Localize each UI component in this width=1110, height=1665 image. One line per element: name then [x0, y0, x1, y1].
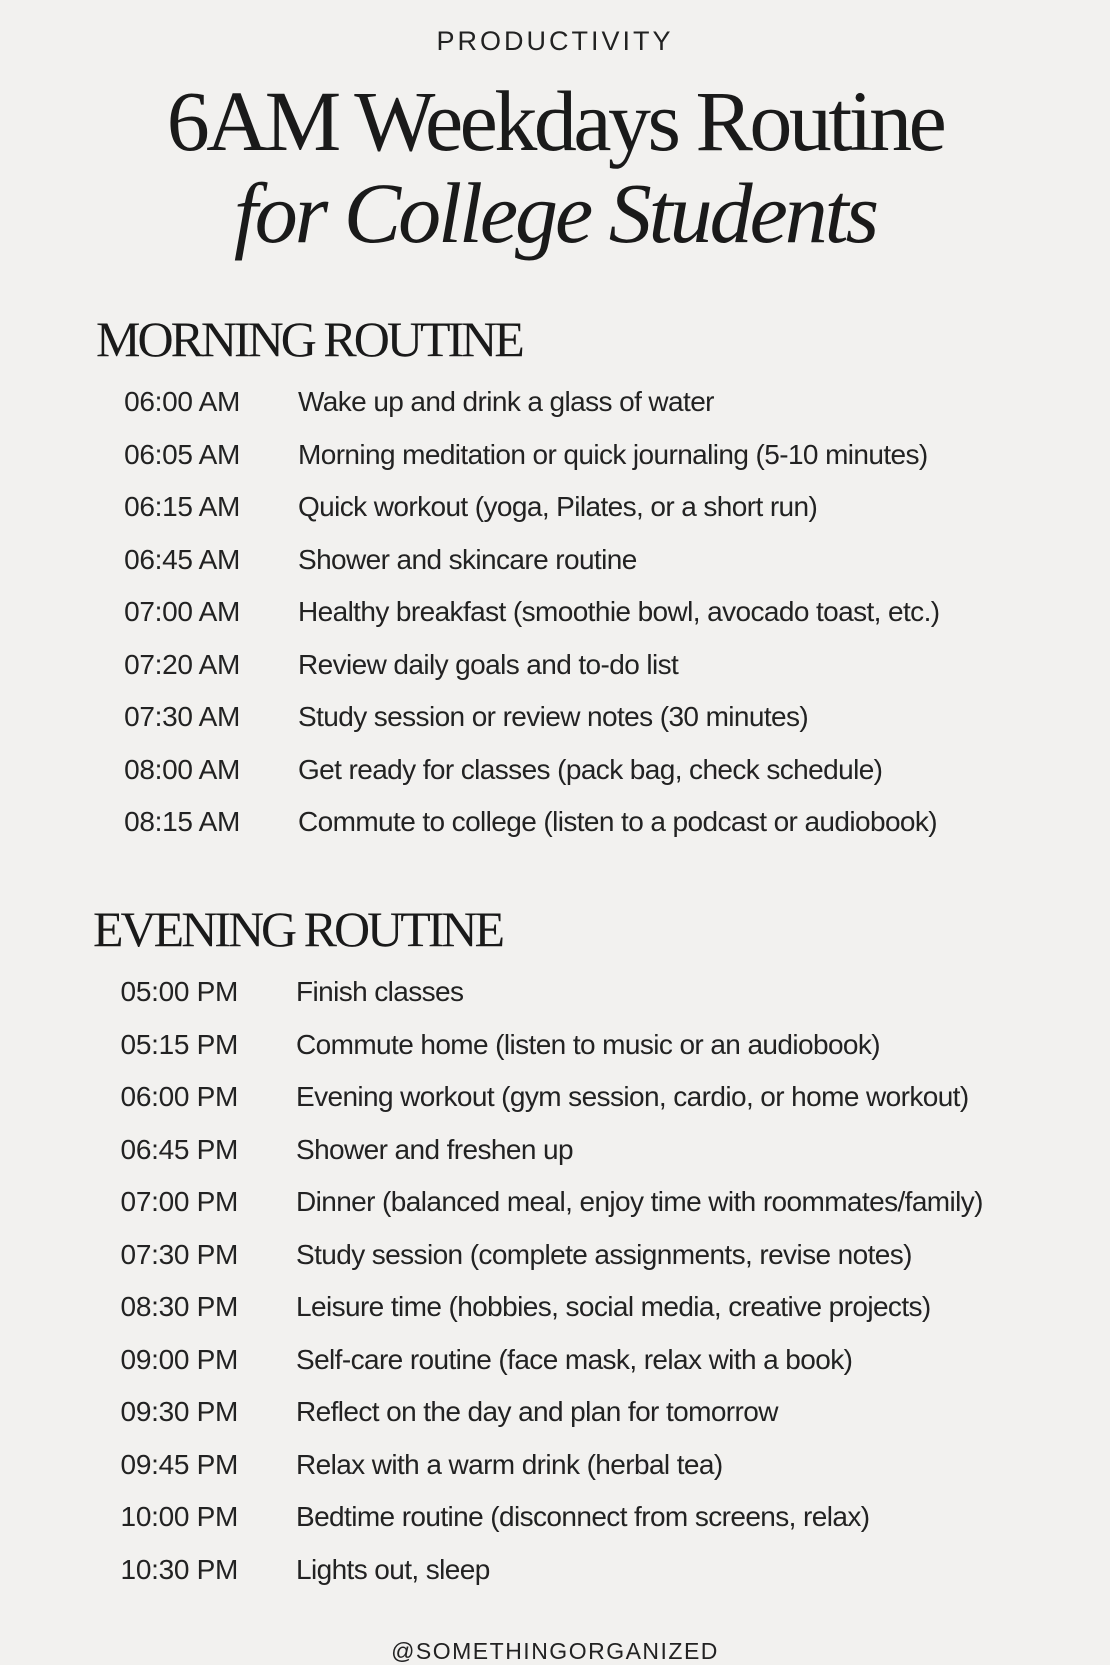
- time-label: 08:15 AM: [124, 806, 240, 837]
- list-item: [88, 1291, 983, 1344]
- list-item: [88, 976, 983, 1029]
- time-label: 07:00 PM: [120, 1186, 238, 1217]
- time-label: 09:00 PM: [120, 1343, 238, 1375]
- time-label: 05:15 PM: [120, 1028, 238, 1060]
- list-item: [88, 1554, 983, 1607]
- task-label: Study session or review notes (30 minutes): [298, 701, 809, 732]
- task-label: Commute home (listen to music or an audiobook): [296, 1028, 881, 1060]
- morning-routine-heading: MORNING ROUTINE: [96, 311, 522, 367]
- task-label: Finish classes: [296, 976, 464, 1007]
- task-label: Bedtime routine (disconnect from screens, relax): [296, 1501, 870, 1532]
- task-label: Dinner (balanced meal, enjoy time with roommates/family): [296, 1186, 983, 1217]
- list-item: [88, 1449, 983, 1502]
- list-item: [90, 596, 940, 649]
- time-label: 10:00 PM: [120, 1501, 238, 1532]
- list-item: [90, 544, 940, 597]
- task-label: Healthy breakfast (smoothie bowl, avocado toast, etc.): [298, 596, 940, 627]
- task-label: Quick workout (yoga, Pilates, or a short run): [298, 491, 818, 522]
- task-label: Review daily goals and to-do list: [298, 648, 679, 680]
- time-label: 06:15 AM: [124, 491, 240, 522]
- time-label: 08:30 PM: [120, 1291, 238, 1322]
- list-item: [90, 701, 940, 754]
- list-item: [90, 439, 940, 492]
- list-item: [88, 1029, 983, 1082]
- task-label: Wake up and drink a glass of water: [298, 386, 714, 417]
- task-label: Commute to college (listen to a podcast or audiobook): [298, 806, 938, 837]
- list-item: [88, 1134, 983, 1187]
- time-label: 07:30 PM: [120, 1238, 238, 1270]
- task-label: Morning meditation or quick journaling (5-10 minutes): [298, 438, 928, 470]
- time-label: 07:20 AM: [124, 648, 240, 680]
- time-label: 10:30 PM: [120, 1553, 238, 1585]
- time-label: 05:00 PM: [120, 976, 238, 1007]
- time-label: 06:05 AM: [124, 438, 240, 470]
- list-item: [90, 806, 940, 859]
- list-item: [88, 1344, 983, 1397]
- task-label: Shower and freshen up: [296, 1133, 573, 1165]
- task-label: Reflect on the day and plan for tomorrow: [296, 1396, 778, 1427]
- social-handle: @SOMETHINGORGANIZED: [391, 1638, 719, 1664]
- time-label: 09:30 PM: [120, 1396, 238, 1427]
- list-item: [88, 1081, 983, 1134]
- time-label: 07:30 AM: [124, 701, 240, 732]
- evening-routine-list: [88, 976, 983, 1606]
- task-label: Evening workout (gym session, cardio, or home workout): [296, 1081, 969, 1112]
- list-item: [90, 649, 940, 702]
- list-item: [88, 1239, 983, 1292]
- time-label: 06:45 AM: [124, 543, 240, 575]
- time-label: 07:00 AM: [124, 596, 240, 627]
- list-item: [88, 1396, 983, 1449]
- time-label: 08:00 AM: [124, 753, 240, 785]
- time-label: 06:00 AM: [124, 386, 240, 417]
- time-label: 06:45 PM: [120, 1133, 238, 1165]
- task-label: Lights out, sleep: [296, 1553, 490, 1585]
- category-label: PRODUCTIVITY: [436, 26, 674, 56]
- task-label: Self-care routine (face mask, relax with a book): [296, 1343, 853, 1375]
- title-line-2: for College Students: [233, 165, 877, 261]
- task-label: Get ready for classes (pack bag, check schedule): [298, 753, 883, 785]
- list-item: [88, 1186, 983, 1239]
- list-item: [90, 491, 940, 544]
- list-item: [90, 386, 940, 439]
- list-item: [90, 754, 940, 807]
- time-label: 09:45 PM: [120, 1448, 238, 1480]
- evening-routine-heading: EVENING ROUTINE: [93, 901, 503, 957]
- task-label: Shower and skincare routine: [298, 543, 637, 575]
- list-item: [88, 1501, 983, 1554]
- time-label: 06:00 PM: [120, 1081, 238, 1112]
- task-label: Relax with a warm drink (herbal tea): [296, 1448, 723, 1480]
- morning-routine-list: [90, 386, 940, 859]
- task-label: Study session (complete assignments, revise notes): [296, 1238, 912, 1270]
- title-line-1: 6AM Weekdays Routine: [166, 73, 944, 169]
- task-label: Leisure time (hobbies, social media, creative projects): [296, 1291, 931, 1322]
